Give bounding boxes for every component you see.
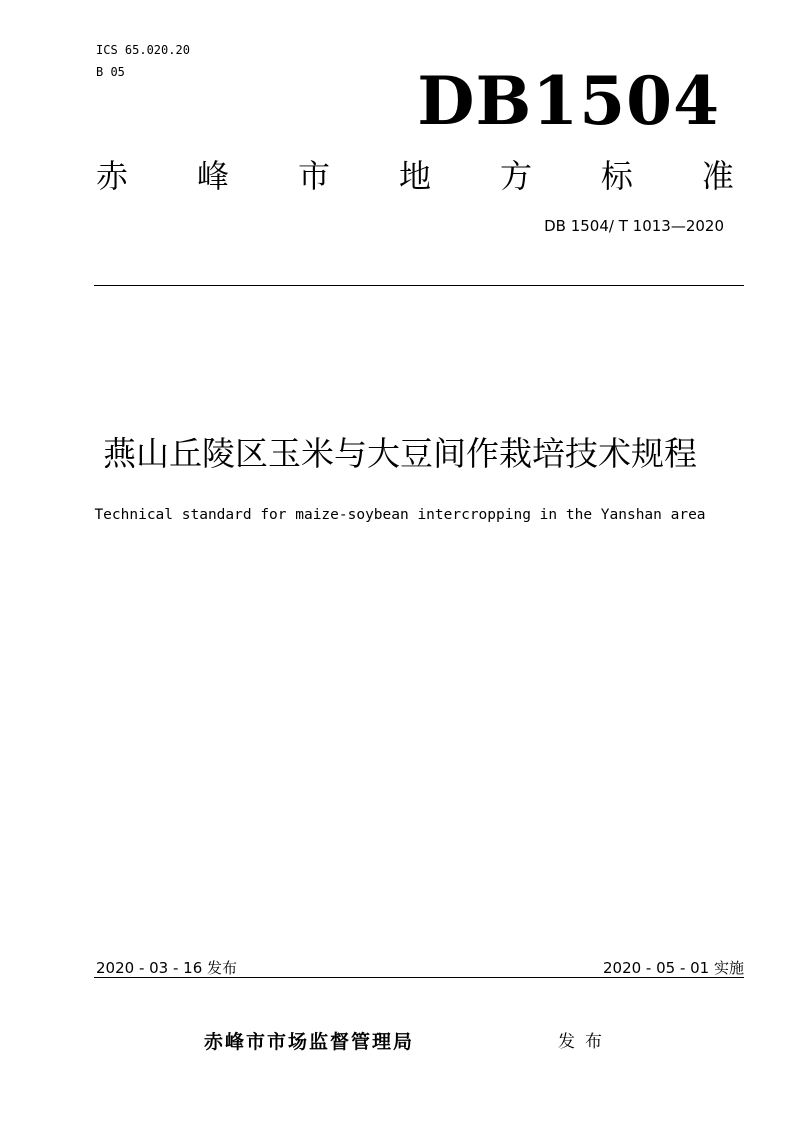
standard-type-char: 市 xyxy=(297,157,330,195)
document-title-english: Technical standard for maize-soybean intercropping in the Yanshan area xyxy=(94,507,706,523)
implementation-date: 2020 - 05 - 01 实施 xyxy=(602,959,744,977)
standard-type-char: 峰 xyxy=(196,157,229,195)
ccs-code: B 05 xyxy=(96,65,125,79)
issue-label: 发布 xyxy=(558,1032,612,1052)
document-title-chinese: 燕山丘陵区玉米与大豆间作栽培技术规程 xyxy=(103,434,697,473)
issue-date: 2020 - 03 - 16 发布 xyxy=(96,959,238,977)
standard-type-char: 地 xyxy=(398,157,431,195)
ics-code: ICS 65.020.20 xyxy=(96,43,190,57)
footer-divider xyxy=(94,977,744,978)
standard-type-char: 赤 xyxy=(96,157,129,195)
standard-type-char: 标 xyxy=(600,157,633,195)
standard-type-char: 方 xyxy=(499,157,532,195)
standard-number: DB 1504/ T 1013—2020 xyxy=(544,217,724,235)
header-divider xyxy=(94,285,744,286)
standard-code: DB1504 xyxy=(417,62,720,140)
issuing-authority: 赤峰市市场监督管理局 xyxy=(204,1031,415,1053)
standard-type xyxy=(96,154,734,198)
standard-type-char: 准 xyxy=(701,157,734,195)
